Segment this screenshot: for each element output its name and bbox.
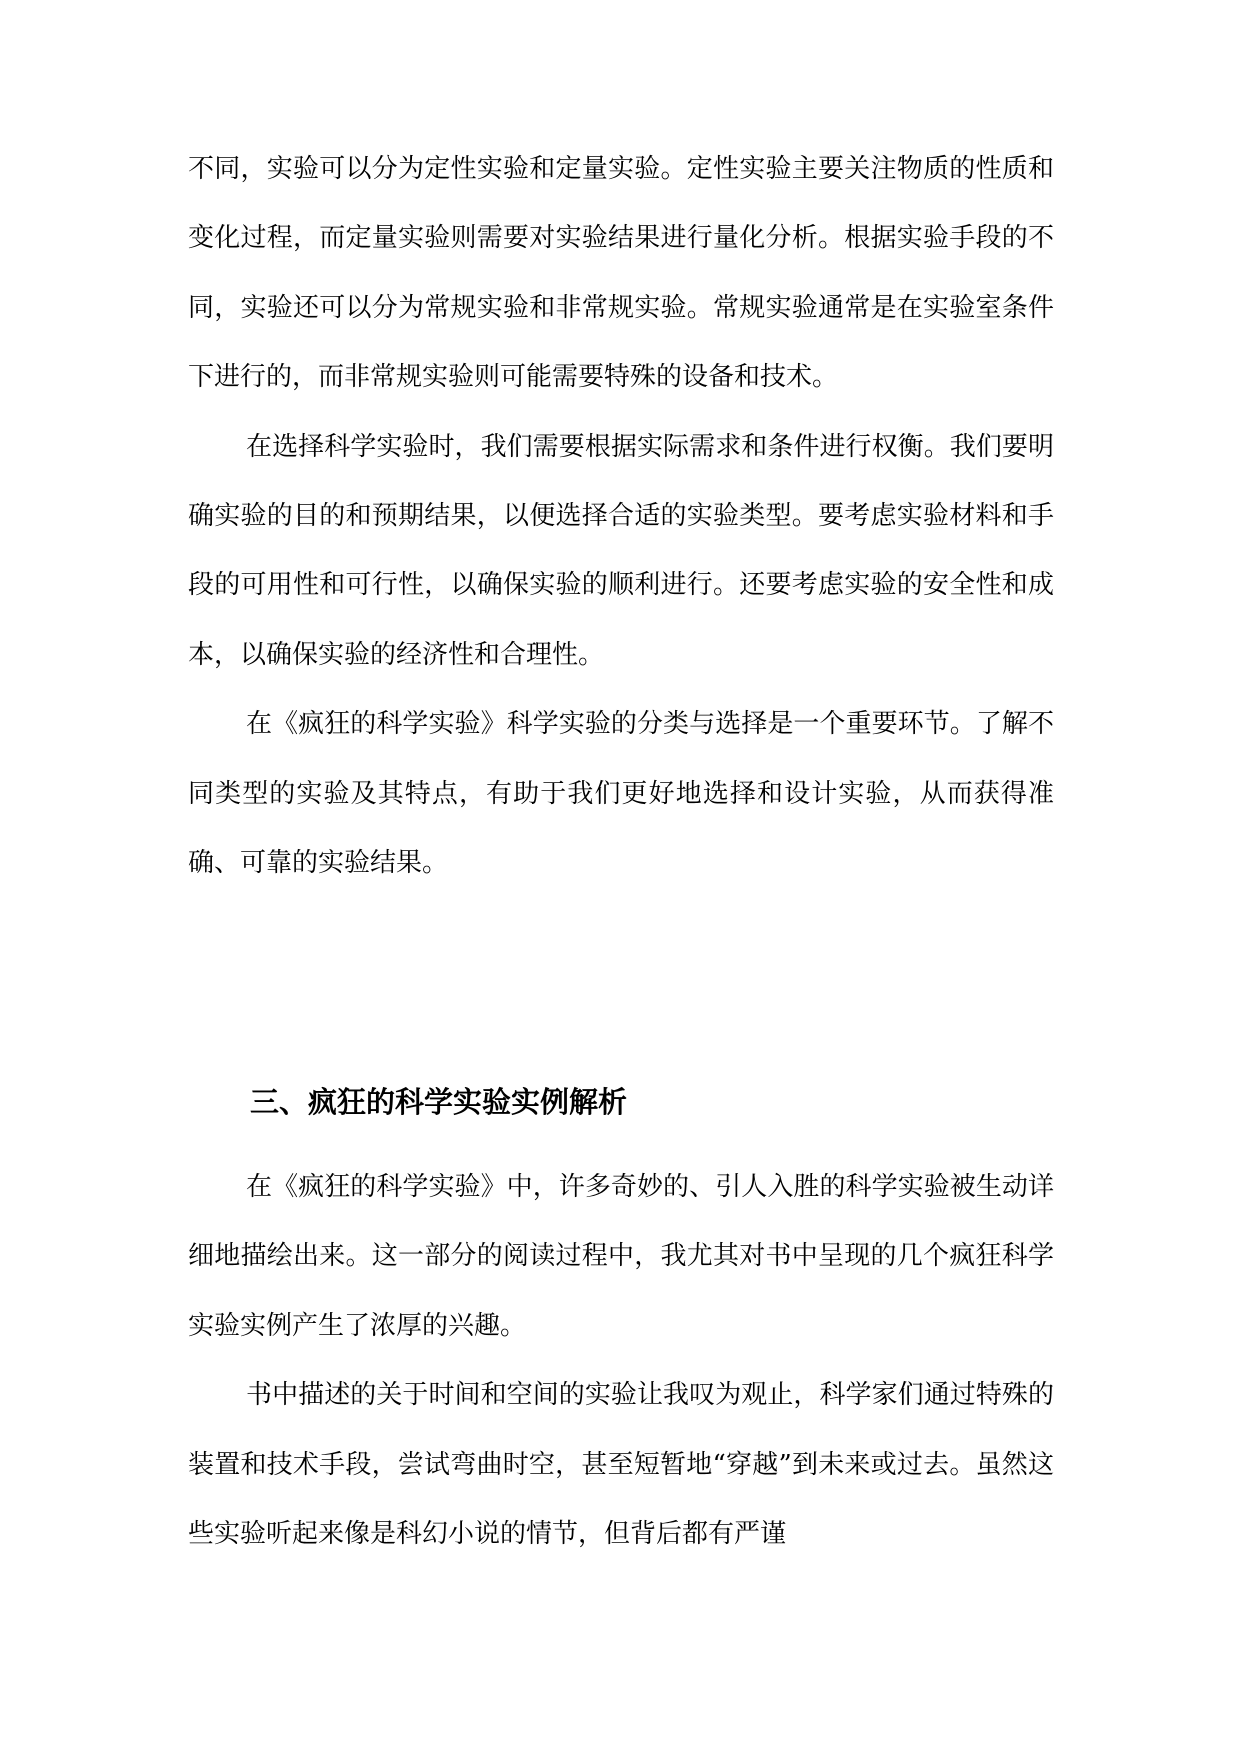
- paragraph-time-space-experiment: 书中描述的关于时间和空间的实验让我叹为观止，科学家们通过特殊的装置和技术手段，尝试弯曲时空，甚至短暂地“穿越”到未来或过去。虽然这些实验听起来像是科幻小说的情节，但背后都有严谨: [188, 1380, 1054, 1550]
- body-text-lower: [188, 1153, 1054, 1569]
- body-text-upper: [188, 135, 1054, 898]
- paragraph-classification-summary: 在《疯狂的科学实验》科学实验的分类与选择是一个重要环节。了解不同类型的实验及其特点，有助于我们更好地选择和设计实验，从而获得准确、可靠的实验结果。: [188, 709, 1054, 879]
- paragraph-experiment-types-continued: 不同，实验可以分为定性实验和定量实验。定性实验主要关注物质的性质和变化过程，而定量实验则需要对实验结果进行量化分析。根据实验手段的不同，实验还可以分为常规实验和非常规实验。常规实验通常是在实验室条件下进行的，而非常规实验则可能需要特殊的设备和技术。: [188, 154, 1054, 393]
- section-heading: 三、疯狂的科学实验实例解析: [250, 1085, 628, 1119]
- paragraph-examples-intro: 在《疯狂的科学实验》中，许多奇妙的、引人入胜的科学实验被生动详细地描绘出来。这一部分的阅读过程中，我尤其对书中呈现的几个疯狂科学实验实例产生了浓厚的兴趣。: [188, 1172, 1054, 1341]
- paragraph-choosing-experiments: 在选择科学实验时，我们需要根据实际需求和条件进行权衡。我们要明确实验的目的和预期结果，以便选择合适的实验类型。要考虑实验材料和手段的可用性和可行性，以确保实验的顺利进行。还要考虑实验的安全性和成本，以确保实验的经济性和合理性。: [188, 431, 1054, 670]
